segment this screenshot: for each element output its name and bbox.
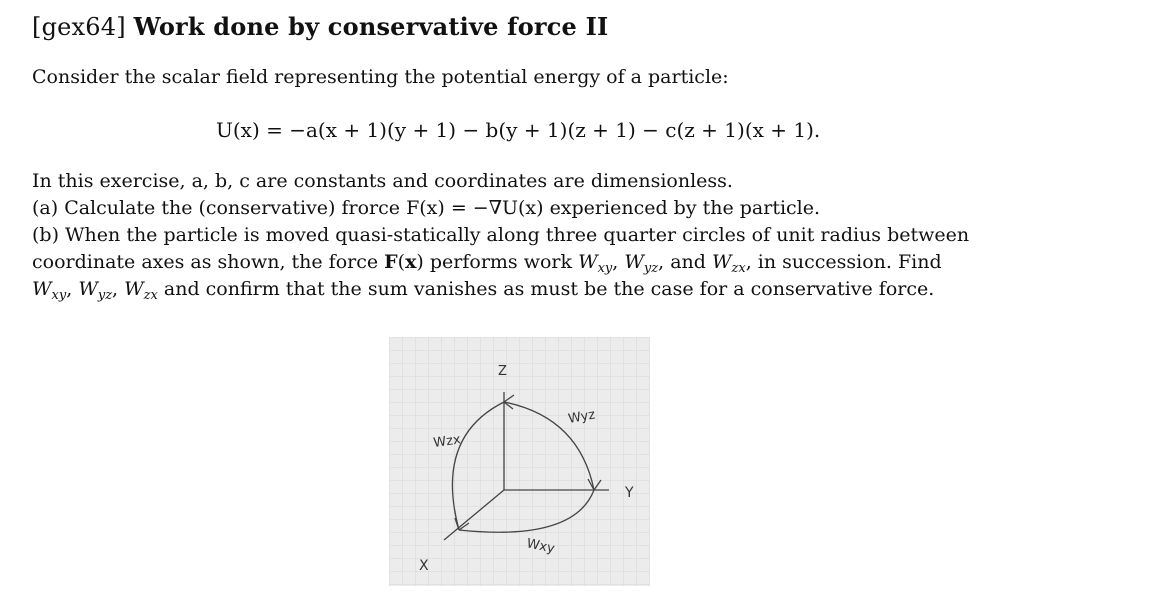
axis-label-z: Z <box>498 364 507 379</box>
page-title <box>32 12 608 41</box>
graph-paper <box>389 337 650 586</box>
exercise-tag: [gex64] <box>32 13 126 41</box>
constants-line: In this exercise, a, b, c are constants and coordinates are dimensionless. <box>32 170 733 192</box>
part-a: (a) Calculate the (conservative) frorce F(x) = −∇U(x) experienced by the particle. <box>32 197 821 219</box>
potential-equation <box>216 118 820 142</box>
part-b-line-1: (b) When the particle is moved quasi-statically along three quarter circles of unit radius between <box>32 224 970 246</box>
exercise-title: Work done by conservative force II <box>133 12 609 41</box>
equation-rhs: −a(x + 1)(y + 1) − b(y + 1)(z + 1) − c(z + 1)(x + 1). <box>289 118 821 142</box>
figure-svg <box>389 337 650 586</box>
arc-label-xy: Wxy <box>525 536 556 557</box>
axis-label-y: Y <box>625 485 634 501</box>
arc-label-yz: Wyz <box>567 407 597 427</box>
arc-label-zx: Wzx <box>432 432 462 451</box>
equation-lhs: U(x) = <box>216 118 283 142</box>
intro-text: Consider the scalar field representing the potential energy of a particle: <box>32 66 729 88</box>
axis-label-x: X <box>419 558 429 574</box>
part-b-line-3: $W_{xy}$, $W_{yz}$, $W_{zx}$ and confirm that the sum vanishes as must be the case for a conservative force. <box>32 278 935 303</box>
part-b-line-2: coordinate axes as shown, the force F(x) performs work $W_{xy}$, $W_{yz}$, and $W_{zx}$, in succession. Find <box>32 251 942 276</box>
quarter-circles-figure <box>389 337 650 586</box>
problem-text <box>32 168 1032 303</box>
